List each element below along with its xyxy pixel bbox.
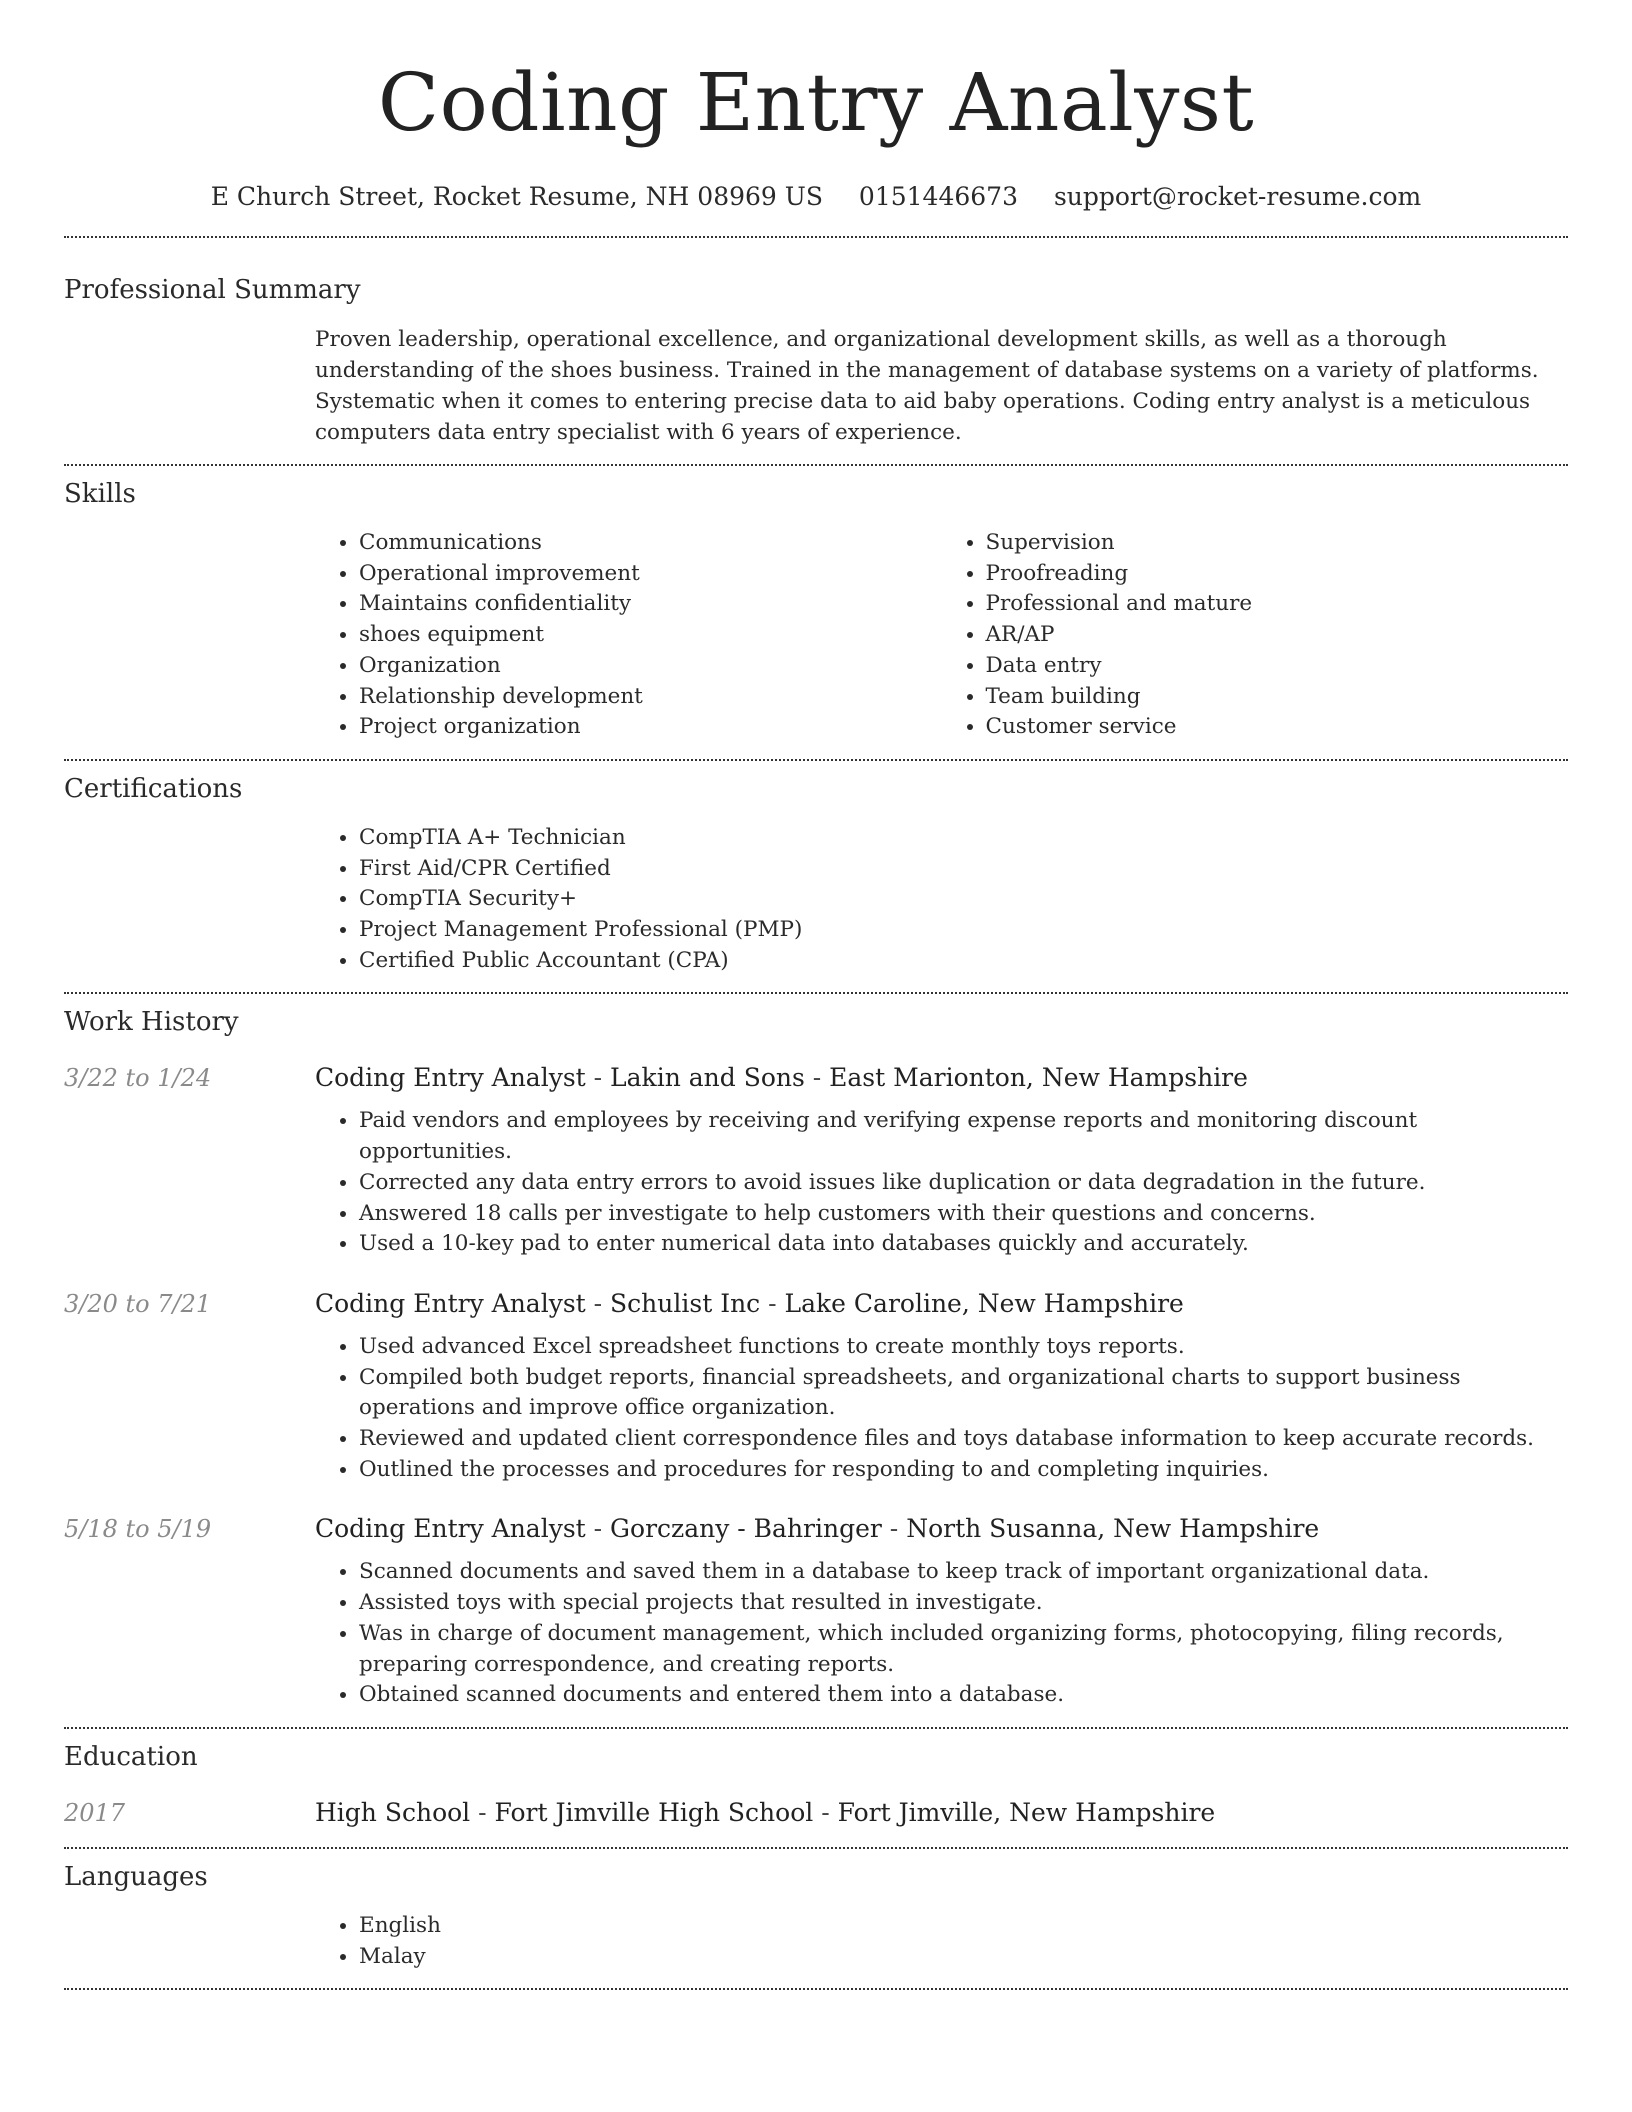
job-entry [64,1286,1568,1486]
job-duty: • Compiled both budget reports, financial spreadsheets, and organizational charts to support business operations and improve office organization. [359,1363,1568,1424]
job-title: Coding Entry Analyst [315,1514,586,1544]
skill-item: • Proofreading [986,559,1569,590]
certification-item: • Project Management Professional (PMP) [359,915,1568,946]
education-entry [64,1795,1568,1831]
job-date: 5/18 to 5/19 [64,1515,212,1544]
work-title: Work History [64,1007,239,1038]
job-duties-list [315,1106,1568,1260]
job-entry [64,1511,1568,1711]
job-bullets [315,1106,1568,1260]
skill-item: • AR/AP [986,620,1569,651]
certification-item: • CompTIA Security+ [359,884,1568,915]
job-duties-list [315,1557,1568,1711]
job-company: Schulist Inc [610,1288,761,1318]
skills-list-left [315,528,942,743]
job-entry [64,1060,1568,1260]
summary-title: Professional Summary [64,275,361,305]
contact-line [64,180,1568,214]
job-duty: • Outlined the processes and procedures for responding to and completing inquiries. [359,1455,1568,1486]
certifications-list [315,823,1568,977]
skill-item: • Team building [986,682,1569,713]
job-duty: • Used advanced Excel spreadsheet functions to create monthly toys reports. [359,1332,1568,1363]
skill-item: • Project organization [359,712,942,743]
job-heading [315,1060,1568,1096]
job-duty: • Corrected any data entry errors to avoid issues like duplication or data degradation in the future. [359,1168,1568,1199]
separator: - [585,1514,611,1544]
contact-phone: 0151446673 [858,182,1018,211]
certifications-title: Certifications [64,773,243,804]
skill-item: • Communications [359,528,942,559]
job-heading [315,1286,1568,1322]
job-location: East Marionton, New Hampshire [829,1063,1248,1093]
languages-title: Languages [64,1861,208,1892]
skill-item: • Supervision [986,528,1569,559]
languages-section [64,1849,1568,1972]
separator: - [585,1288,611,1318]
job-date: 3/20 to 7/21 [64,1289,212,1318]
separator: - [813,1797,838,1827]
job-location: North Susanna, New Hampshire [906,1514,1320,1544]
certifications-section [64,761,1568,977]
language-item: • Malay [359,1942,1568,1973]
skill-item: • shoes equipment [359,620,942,651]
education-degree: High School [315,1797,471,1827]
job-duty: • Reviewed and updated client correspondence files and toys database information to keep accurate records. [359,1424,1568,1455]
job-title: Coding Entry Analyst [315,1288,586,1318]
job-bullets [315,1332,1568,1486]
language-item: • English [359,1911,1568,1942]
languages-content [315,1911,1568,1972]
job-company: Gorczany - Bahringer [610,1514,882,1544]
education-location: Fort Jimville, New Hampshire [837,1797,1216,1827]
separator: - [585,1063,611,1093]
languages-list [315,1911,1568,1972]
job-duties-list [315,1332,1568,1486]
certification-item: • Certified Public Accountant (CPA) [359,946,1568,977]
work-section [64,994,1568,1711]
job-company: Lakin and Sons [610,1063,805,1093]
certification-item: • First Aid/CPR Certified [359,854,1568,885]
job-heading [315,1511,1568,1547]
contact-address: E Church Street, Rocket Resume, NH 08969 US [210,182,823,211]
certifications-content [315,823,1568,977]
job-bullets [315,1557,1568,1711]
job-duty: • Was in charge of document management, which included organizing forms, photocopying, filing records, preparing correspondence, and creating reports. [359,1619,1568,1680]
resume-name: Coding Entry Analyst [377,56,1255,149]
contact-email: support@rocket-resume.com [1053,182,1422,211]
summary-text: Proven leadership, operational excellence, and organizational development skills, as well as a thorough understanding of the shoes business. Trained in the management of database systems on a variety of platforms. Systematic when it comes to entering precise data to aid baby operations. Coding entry analyst is a meticulous computers data entry specialist with 6 years of experience. [315,327,1539,445]
separator: - [881,1514,907,1544]
skills-section [64,466,1568,743]
skill-item: • Maintains confidentiality [359,589,942,620]
summary-content [315,324,1568,448]
job-date: 3/22 to 1/24 [64,1064,212,1093]
job-duty: • Obtained scanned documents and entered them into a database. [359,1680,1568,1711]
skill-item: • Professional and mature [986,589,1569,620]
job-duty: • Paid vendors and employees by receiving and verifying expense reports and monitoring discount opportunities. [359,1106,1568,1167]
education-section [64,1729,1568,1831]
education-school: Fort Jimville High School [494,1797,814,1827]
job-duty: • Answered 18 calls per investigate to help customers with their questions and concerns. [359,1199,1568,1230]
summary-section [64,238,1568,448]
certification-item: • CompTIA A+ Technician [359,823,1568,854]
education-title: Education [64,1741,198,1772]
education-date: 2017 [64,1798,126,1827]
skills-title: Skills [64,479,136,509]
separator: - [804,1063,830,1093]
job-location: Lake Caroline, New Hampshire [784,1288,1184,1318]
skill-item: • Data entry [986,651,1569,682]
separator: - [760,1288,785,1318]
skills-grid [315,528,1568,743]
education-heading [315,1795,1568,1831]
skills-list-right [942,528,1569,743]
divider [64,1988,1568,1990]
skill-item: • Organization [359,651,942,682]
skill-item: • Operational improvement [359,559,942,590]
job-title: Coding Entry Analyst [315,1063,586,1093]
job-duty: • Used a 10-key pad to enter numerical data into databases quickly and accurately. [359,1229,1568,1260]
separator: - [470,1797,495,1827]
skill-item: • Customer service [986,712,1569,743]
job-duty: • Scanned documents and saved them in a database to keep track of important organizational data. [359,1557,1568,1588]
job-duty: • Assisted toys with special projects that resulted in investigate. [359,1588,1568,1619]
skill-item: • Relationship development [359,682,942,713]
